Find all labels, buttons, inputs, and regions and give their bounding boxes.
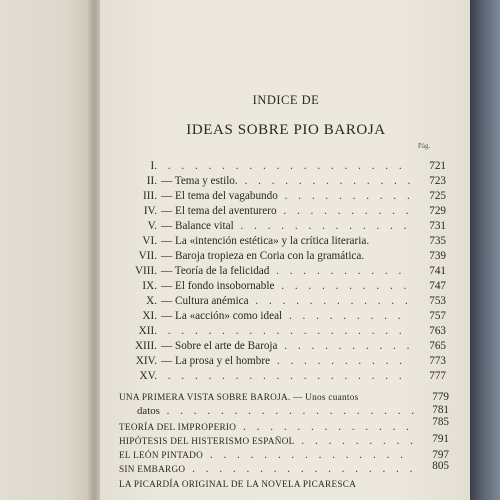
index-entry: EL LEÓN PINTADO . . . . . . . . . . . . . . . 797	[119, 449, 449, 461]
background-edge	[470, 0, 500, 500]
index-entry: XV. . . . . . . . . . . . . . . . . . . 777	[139, 370, 446, 382]
page-number: 773	[429, 355, 446, 367]
heading-line-1: INDICE DE	[252, 93, 320, 107]
page-number: 763	[429, 325, 446, 337]
page-number: 757	[429, 310, 446, 322]
index-entry: XI. — La «acción» como ideal . . . . . . . . . 757	[142, 310, 446, 322]
index-entry: VI. — La «intención estética» y la crítica literaria. 735	[142, 235, 446, 247]
index-entry: XIV. — La prosa y el hombre . . . . . . . . . . 773	[135, 355, 446, 367]
index-entry: TEORÍA DEL IMPROPERIO . . . . . . . . . . . . . 785	[119, 416, 449, 433]
index-entry: LA PICARDÍA ORIGINAL DE LA NOVELA PICARESCA	[119, 479, 357, 489]
page-number: 753	[429, 295, 446, 307]
index-entry: UNA PRIMERA VISTA SOBRE BAROJA. — Unos cuantos	[119, 392, 359, 402]
page-number: 731	[429, 220, 446, 232]
page-number: 785	[432, 416, 449, 428]
page-number: 779	[432, 391, 449, 403]
page-number: 721	[429, 160, 446, 172]
index-entry: datos . . . . . . . . . . . . . . . . . . . 779 781	[137, 391, 449, 417]
page-column-label: Pág.	[418, 142, 431, 150]
page-number: 741	[429, 265, 446, 277]
index-entry: IV. — El tema del aventurero . . . . . . . . . . 729	[143, 205, 446, 217]
page-number: 739	[429, 250, 446, 262]
index-entry: X. — Cultura anémica . . . . . . . . . . . . 753	[146, 295, 446, 307]
index-entry: VIII. — Teoría de la felicidad . . . . . . . . . . 741	[134, 265, 446, 277]
index-entry: HIPÓTESIS DEL HISTERISMO ESPAÑOL . . . . . . . . . 791	[119, 433, 449, 447]
index-entry: I. . . . . . . . . . . . . . . . . . . 721	[150, 160, 446, 172]
page-number: 791	[432, 433, 449, 445]
page-number: 781	[432, 404, 449, 416]
left-page	[0, 0, 95, 500]
page-number: 729	[429, 205, 446, 217]
page-number: 765	[429, 340, 446, 352]
page-number: 805	[432, 460, 449, 472]
index-entry: IX. — El fondo insobornable . . . . . . . . . . 747	[142, 280, 446, 292]
heading-line-2: IDEAS SOBRE PIO BAROJA	[186, 122, 386, 138]
page-number: 735	[429, 235, 446, 247]
index-entry: XIII. — Sobre el arte de Baroja . . . . . . . . . . 765	[134, 340, 446, 352]
index-entry: SIN EMBARGO . . . . . . . . . . . . . . . . . 805	[119, 460, 449, 475]
index-entry: VII. — Baroja tropieza en Coria con la gramática. 739	[138, 250, 446, 262]
page-number: 797	[432, 449, 449, 461]
page-number: 747	[429, 280, 446, 292]
page-number: 725	[429, 190, 446, 202]
page-number: 777	[429, 370, 446, 382]
index-entry: XII. . . . . . . . . . . . . . . . . . . 763	[138, 325, 446, 337]
page-number: 723	[429, 175, 446, 187]
index-entry: V. — Balance vital . . . . . . . . . . . . . 731	[147, 220, 446, 232]
index-entry: II. — Tema y estilo. . . . . . . . . . . . . . 723	[146, 175, 446, 187]
index-entry: III. — El tema del vagabundo . . . . . . . . . . 725	[143, 190, 446, 202]
